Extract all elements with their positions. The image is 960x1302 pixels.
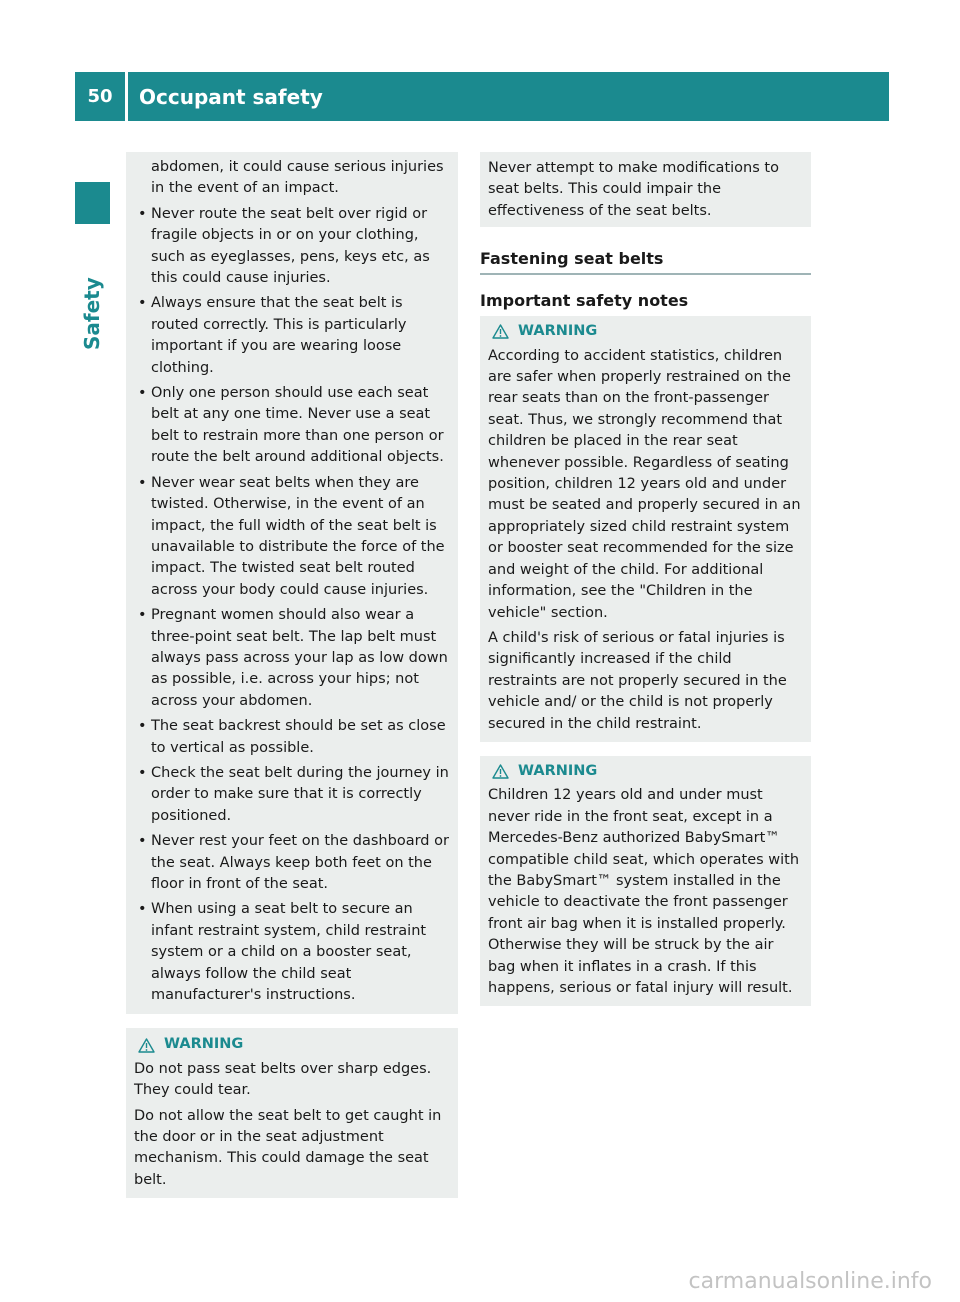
warning-paragraph: A child's risk of serious or fatal injuries is significantly increased if the child restraints are not properly secured in the vehicle and/ or the child is not properly secured in the child restraint. xyxy=(488,629,787,732)
bullet-marker: • xyxy=(138,385,147,402)
list-item xyxy=(134,716,451,759)
warning-box xyxy=(126,1028,458,1198)
list-item-text: Never rest your feet on the dashboard or the seat. Always keep both feet on the floor in front of the seat. xyxy=(151,833,449,892)
warning-paragraph: Do not allow the seat belt to get caught in the door or in the seat adjustment mechanism. This could damage the seat belt. xyxy=(134,1107,442,1188)
list-item xyxy=(134,899,451,1006)
list-item-text: The seat backrest should be set as close to vertical as possible. xyxy=(151,718,446,756)
right-column xyxy=(480,152,811,1006)
intro-text: Never attempt to make modifications to seat belts. This could impair the effectiveness of the seat belts. xyxy=(488,160,779,219)
list-item xyxy=(134,383,451,469)
section-title: Occupant safety xyxy=(139,84,323,109)
intro-box xyxy=(480,152,811,227)
page-number: 50 xyxy=(87,86,113,107)
list-item-text: When using a seat belt to secure an infant restraint system, child restraint system or a child on a booster seat, always follow the child seat manufacturer's instructions. xyxy=(151,901,427,1004)
warning-header xyxy=(492,321,804,342)
warning-header xyxy=(492,761,804,782)
list-item-text: Always ensure that the seat belt is routed correctly. This is particularly important if you are wearing loose clothing. xyxy=(151,295,407,376)
side-tab-label xyxy=(80,240,120,350)
footer-watermark: carmanualsonline.info xyxy=(688,1269,932,1294)
continued-text: abdomen, it could cause serious injuries in the event of an impact. xyxy=(151,159,444,197)
warning-triangle-icon xyxy=(138,1038,155,1053)
warning-box xyxy=(480,756,811,1006)
bullet-marker: • xyxy=(138,901,147,918)
header-divider xyxy=(125,72,128,121)
list-item xyxy=(134,605,451,712)
warning-paragraph: Children 12 years old and under must never ride in the front seat, except in a Mercedes-Benz authorized BabySmart™ compatible child seat, which operates with the BabySmart™ system installed in the vehicle to deactivate the front passenger front air bag when it is installed properly. Otherwise they will be struck by the air bag when it inflates in a crash. If this happens, serious or fatal injury will result. xyxy=(488,787,800,996)
list-item-text: Never wear seat belts when they are twisted. Otherwise, in the event of an impact, the full width of the seat belt is unavailable to distribute the force of the impact. The twisted seat belt routed across your body could cause injuries. xyxy=(151,474,445,598)
list-item-text: Only one person should use each seat belt at any one time. Never use a seat belt to restrain more than one person or route the belt around additional objects. xyxy=(151,385,444,466)
section-heading xyxy=(480,249,811,275)
bullet-list-box xyxy=(126,152,458,1014)
list-item xyxy=(134,473,451,601)
list-item xyxy=(134,204,451,290)
warning-paragraph: According to accident statistics, children are safer when properly restrained on the rear seats than on the front-passenger seat. Thus, we strongly recommend that children be placed in the rear seat whenever possible. Regardless of seating position, children 12 years old and under must be seated and properly secured in an appropriately sized child restraint system or booster seat recommended for the size and weight of the child. For additional information, see the "Children in the vehicle" section. xyxy=(488,347,801,621)
bullet-marker: • xyxy=(138,295,147,312)
bullet-marker: • xyxy=(138,607,147,624)
warning-box xyxy=(480,316,811,742)
warning-paragraph: Do not pass seat belts over sharp edges. They could tear. xyxy=(134,1060,432,1099)
bullet-list xyxy=(134,204,451,1007)
list-item xyxy=(134,293,451,379)
list-item xyxy=(134,831,451,895)
left-column xyxy=(126,152,458,1198)
bullet-marker: • xyxy=(138,205,147,222)
list-item xyxy=(134,763,451,827)
section-heading-text: Fastening seat belts xyxy=(480,249,664,269)
bullet-marker: • xyxy=(138,718,147,735)
list-item-text: Never route the seat belt over rigid or fragile objects in or on your clothing, such as eyeglasses, pens, keys etc, as this could cause injuries. xyxy=(151,205,430,287)
warning-label: WARNING xyxy=(518,323,598,340)
warning-triangle-icon xyxy=(492,324,509,339)
bullet-marker: • xyxy=(138,833,147,850)
list-item-text: Pregnant women should also wear a three-point seat belt. The lap belt must always pass across your lap as low down as possible, i.e. across your hips; not across your abdomen. xyxy=(151,607,448,709)
side-tab-marker xyxy=(75,182,110,224)
bullet-marker: • xyxy=(138,474,147,491)
warning-triangle-icon xyxy=(492,764,509,779)
side-tab-text: Safety xyxy=(80,277,104,350)
warning-label: WARNING xyxy=(164,1036,244,1053)
warning-label: WARNING xyxy=(518,762,598,779)
list-item-text: Check the seat belt during the journey in order to make sure that it is correctly positioned. xyxy=(151,764,449,824)
warning-header xyxy=(138,1034,451,1055)
subheading: Important safety notes xyxy=(480,291,689,311)
bullet-marker: • xyxy=(138,764,147,781)
